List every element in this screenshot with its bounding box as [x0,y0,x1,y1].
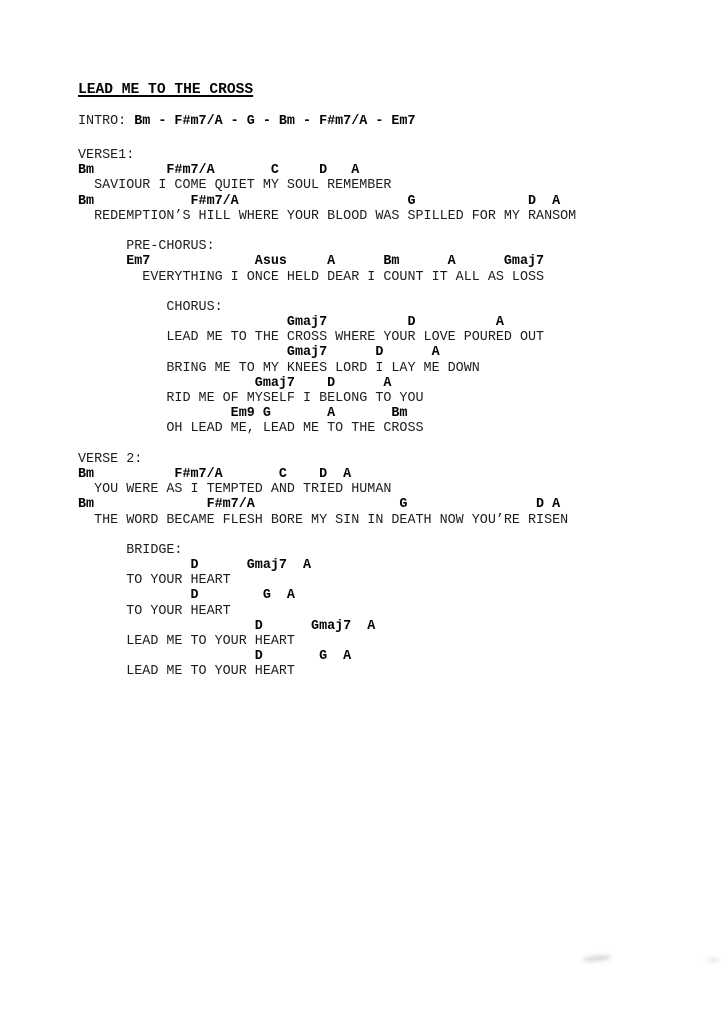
blank-line [78,528,576,543]
chorus-lyric-line: LEAD ME TO THE CROSS WHERE YOUR LOVE POURED OUT [78,330,545,346]
chorus-lyric-line: OH LEAD ME, LEAD ME TO THE CROSS [78,421,424,437]
bridge-lyric-line: TO YOUR HEART [78,573,231,589]
song-title: LEAD ME TO THE CROSS [78,82,254,98]
scan-smudge-artifact-small [706,958,720,962]
bridge-label-line: BRIDGE: [78,542,183,558]
verse-1-label-line: VERSE1: [78,148,135,163]
blank-line [78,437,576,452]
bridge-lyric-line: LEAD ME TO YOUR HEART [78,664,295,680]
chorus-chords-line: Gmaj7 D A [78,315,504,331]
chorus-label-line: CHORUS: [78,299,223,315]
bridge-lyric-line: LEAD ME TO YOUR HEART [78,634,295,649]
intro-chords: Bm - F#m7/A - G - Bm - F#m7/A - Em7 [134,114,416,129]
intro-line [78,114,416,129]
blank-line [78,285,576,300]
scan-smudge-artifact [582,954,612,962]
verse-2-chords-line: Bm F#m7/A C D A [78,466,352,482]
chorus-chords-line: Gmaj7 D A [78,375,392,391]
verse-2-lyric-line: THE WORD BECAME FLESH BORE MY SIN IN DEATH NOW YOU’RE RISEN [78,512,569,528]
verse-1-chords-line: Bm F#m7/A C D A [78,163,360,179]
bridge-lyric-line: TO YOUR HEART [78,603,231,619]
verse-1-lyric-line: REDEMPTION’S HILL WHERE YOUR BLOOD WAS SPILLED FOR MY RANSOM [78,208,577,224]
bridge-chords-line: D G A [78,649,352,665]
chorus-lyric-line: BRING ME TO MY KNEES LORD I LAY ME DOWN [78,360,480,376]
bridge-chords-line: D G A [78,588,295,604]
chorus-lyric-line: RID ME OF MYSELF I BELONG TO YOU [78,391,424,406]
blank-line [78,224,576,239]
bridge-chords-line: D Gmaj7 A [78,558,312,574]
intro-label: INTRO: [78,114,135,129]
chorus-chords-line: Em9 G A Bm [78,406,408,422]
verse-2-label-line: VERSE 2: [78,451,143,467]
bridge-chords-line: D Gmaj7 A [78,618,376,634]
pre-chorus-lyric-line: EVERYTHING I ONCE HELD DEAR I COUNT IT ALL AS LOSS [78,269,545,285]
verse-1-chords-line: Bm F#m7/A G D A [78,193,561,209]
verse-1-lyric-line: SAVIOUR I COME QUIET MY SOUL REMEMBER [78,178,392,194]
verse-2-lyric-line: YOU WERE AS I TEMPTED AND TRIED HUMAN [78,482,392,498]
verse-2-chords-line: Bm F#m7/A G D A [78,497,561,513]
chorus-chords-line: Gmaj7 D A [78,345,440,361]
pre-chorus-label-line: PRE-CHORUS: [78,239,215,255]
song-lines [78,148,576,680]
pre-chorus-chords-line: Em7 Asus A Bm A Gmaj7 [78,254,545,270]
